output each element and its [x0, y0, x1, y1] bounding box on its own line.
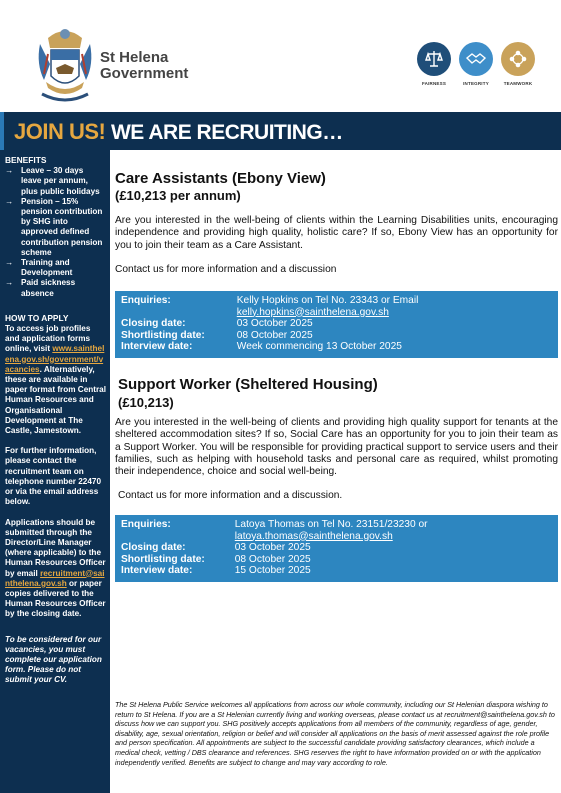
- benefit-text: Training and Development: [21, 258, 73, 278]
- enquiries-label: Enquiries:: [121, 295, 171, 306]
- interview-date-label: Interview date:: [121, 341, 193, 352]
- job-salary: (£10,213): [118, 395, 174, 410]
- scales-icon: [417, 42, 451, 76]
- shortlisting-date-value: 08 October 2025: [236, 329, 313, 341]
- coat-of-arms-icon: [34, 24, 96, 108]
- benefit-item: [5, 258, 106, 278]
- closing-date-label: Closing date:: [121, 542, 186, 553]
- benefit-item: [5, 278, 106, 298]
- enquiries-value: Kelly Hopkins on Tel No. 23343 or Email: [236, 295, 419, 306]
- arrow-right-icon: →: [5, 258, 14, 268]
- recruitment-email-link[interactable]: recruitment@sainthelena.gov.sh: [5, 568, 105, 588]
- sidebar: [0, 150, 110, 793]
- value-fairness: [417, 42, 451, 86]
- values-logos: [417, 42, 535, 86]
- job-info-box: [115, 515, 558, 582]
- value-teamwork: [501, 42, 535, 86]
- job-salary: (£10,213 per annum): [115, 188, 241, 203]
- job-title: Support Worker (Sheltered Housing): [118, 376, 378, 393]
- arrow-right-icon: →: [5, 166, 14, 176]
- job-description: Are you interested in the well-being of clients and providing high quality support for tenants at the sheltered accommodation sites? If so, Social Care has an opportunity for you to join their team as a Support Worker. You will be responsible for providing practical support to service users and their families, such as helping with household tasks and personal care as required, whilst promoting their independence, choice and social well-being.: [115, 417, 558, 478]
- closing-date-value: 03 October 2025: [234, 542, 311, 553]
- header: [0, 0, 561, 112]
- vacancies-link[interactable]: www.sainthelena.gov.sh/government/vacancies: [5, 344, 105, 374]
- value-integrity: [459, 42, 493, 86]
- value-label: FAIRNESS: [421, 81, 447, 86]
- how-to-apply-heading: HOW TO APPLY: [5, 312, 69, 323]
- benefits-list: [5, 166, 106, 299]
- submit-text-1: Applications should be submitted through the Director/Line Manager (where applicable) to the Human Resources Officer by email: [5, 517, 106, 578]
- howto-text: To access job profiles and application forms online, visit: [5, 324, 91, 354]
- enquiries-value: Latoya Thomas on Tel No. 23151/23230 or: [234, 519, 428, 530]
- benefit-text: Pension – 15% pension contribution by SHG into approved defined contribution pension scheme: [21, 196, 103, 257]
- shortlisting-date-label: Shortlisting date:: [121, 553, 205, 565]
- we-are-recruiting-text: WE ARE RECRUITING…: [110, 121, 343, 144]
- application-note: To be considered for our vacancies, you must complete our application form. Please do not submit your CV.: [5, 634, 102, 685]
- benefits-heading: BENEFITS: [5, 155, 47, 165]
- job-info-box: [115, 291, 558, 358]
- interview-date-value: 15 October 2025: [234, 565, 311, 576]
- recruiting-banner: [0, 112, 561, 150]
- gov-name-line2: Government: [100, 65, 189, 82]
- join-us-text: JOIN US!: [14, 119, 106, 144]
- closing-date-value: 03 October 2025: [236, 318, 313, 329]
- job-contact-text: Contact us for more information and a discussion: [115, 264, 337, 275]
- value-label: TEAMWORK: [503, 81, 533, 86]
- banner-accent: [0, 112, 4, 150]
- shortlisting-date-label: Shortlisting date:: [121, 329, 205, 341]
- shortlisting-date-value: 08 October 2025: [234, 553, 311, 565]
- howto-text-2: . Alternatively, these are available in paper format from Central Human Resources and Organisational Development at The Castle, Jamestown.: [5, 364, 106, 436]
- interview-date-value: Week commencing 13 October 2025: [236, 341, 402, 352]
- how-to-apply-text: [5, 324, 106, 436]
- gov-name-line1: St Helena: [100, 49, 169, 66]
- benefit-item: [5, 166, 106, 197]
- benefit-text: Paid sickness absence: [21, 278, 76, 298]
- job-title: Care Assistants (Ebony View): [115, 170, 326, 187]
- submit-text: [5, 518, 106, 620]
- interview-date-label: Interview date:: [121, 565, 193, 576]
- arrow-right-icon: →: [5, 196, 14, 206]
- benefit-item: [5, 197, 106, 258]
- enquiries-email-link[interactable]: kelly.hopkins@sainthelena.gov.sh: [236, 306, 389, 318]
- value-label: INTEGRITY: [463, 81, 489, 86]
- submit-text-2: or paper copies delivered to the Human Resources Officer by the closing date.: [5, 578, 106, 619]
- further-info-text: For further information, please contact the recruitment team on telephone number 22470 or via the email address below.: [5, 446, 102, 507]
- enquiries-label: Enquiries:: [121, 519, 171, 530]
- teamwork-icon: [501, 42, 535, 76]
- enquiries-email-link[interactable]: latoya.thomas@sainthelena.gov.sh: [234, 530, 393, 542]
- government-name: [100, 50, 188, 82]
- arrow-right-icon: →: [5, 278, 14, 288]
- banner-title: [14, 119, 343, 145]
- closing-date-label: Closing date:: [121, 318, 186, 329]
- equal-opportunities-footer: The St Helena Public Service welcomes all applications from across our whole community, including our St Helenian diaspora wishing to return to St Helena. If you are a St Helenian currently living and working overseas, please contact us at recruitment@sainthelena.gov.sh to discuss how we can support you. SHG positively accepts applications from all members of the community, regardless of age, gender, disability, age, sexual orientation, religion or belief and will consider all applications on the basis of merit assessed against the role profile and person specification. All appointments are subject to the successful candidate providing satisfactory clearances, which include a medical check, vetting / DBS clearance and references. SHG reserves the right to have information provided on or with the application independently verified. Benefits are subject to change and may vary according to role.: [115, 700, 555, 767]
- job-description: Are you interested in the well-being of clients within the Learning Disabilities units, encouraging independence and providing high quality, holistic care? If so, Ebony View has an opportunity for you to join their team as a Care Assistant.: [115, 215, 558, 251]
- job-contact-text: Contact us for more information and a discussion.: [118, 490, 343, 501]
- benefit-text: Leave – 30 days leave per annum, plus public holidays: [21, 166, 100, 196]
- handshake-icon: [459, 42, 493, 76]
